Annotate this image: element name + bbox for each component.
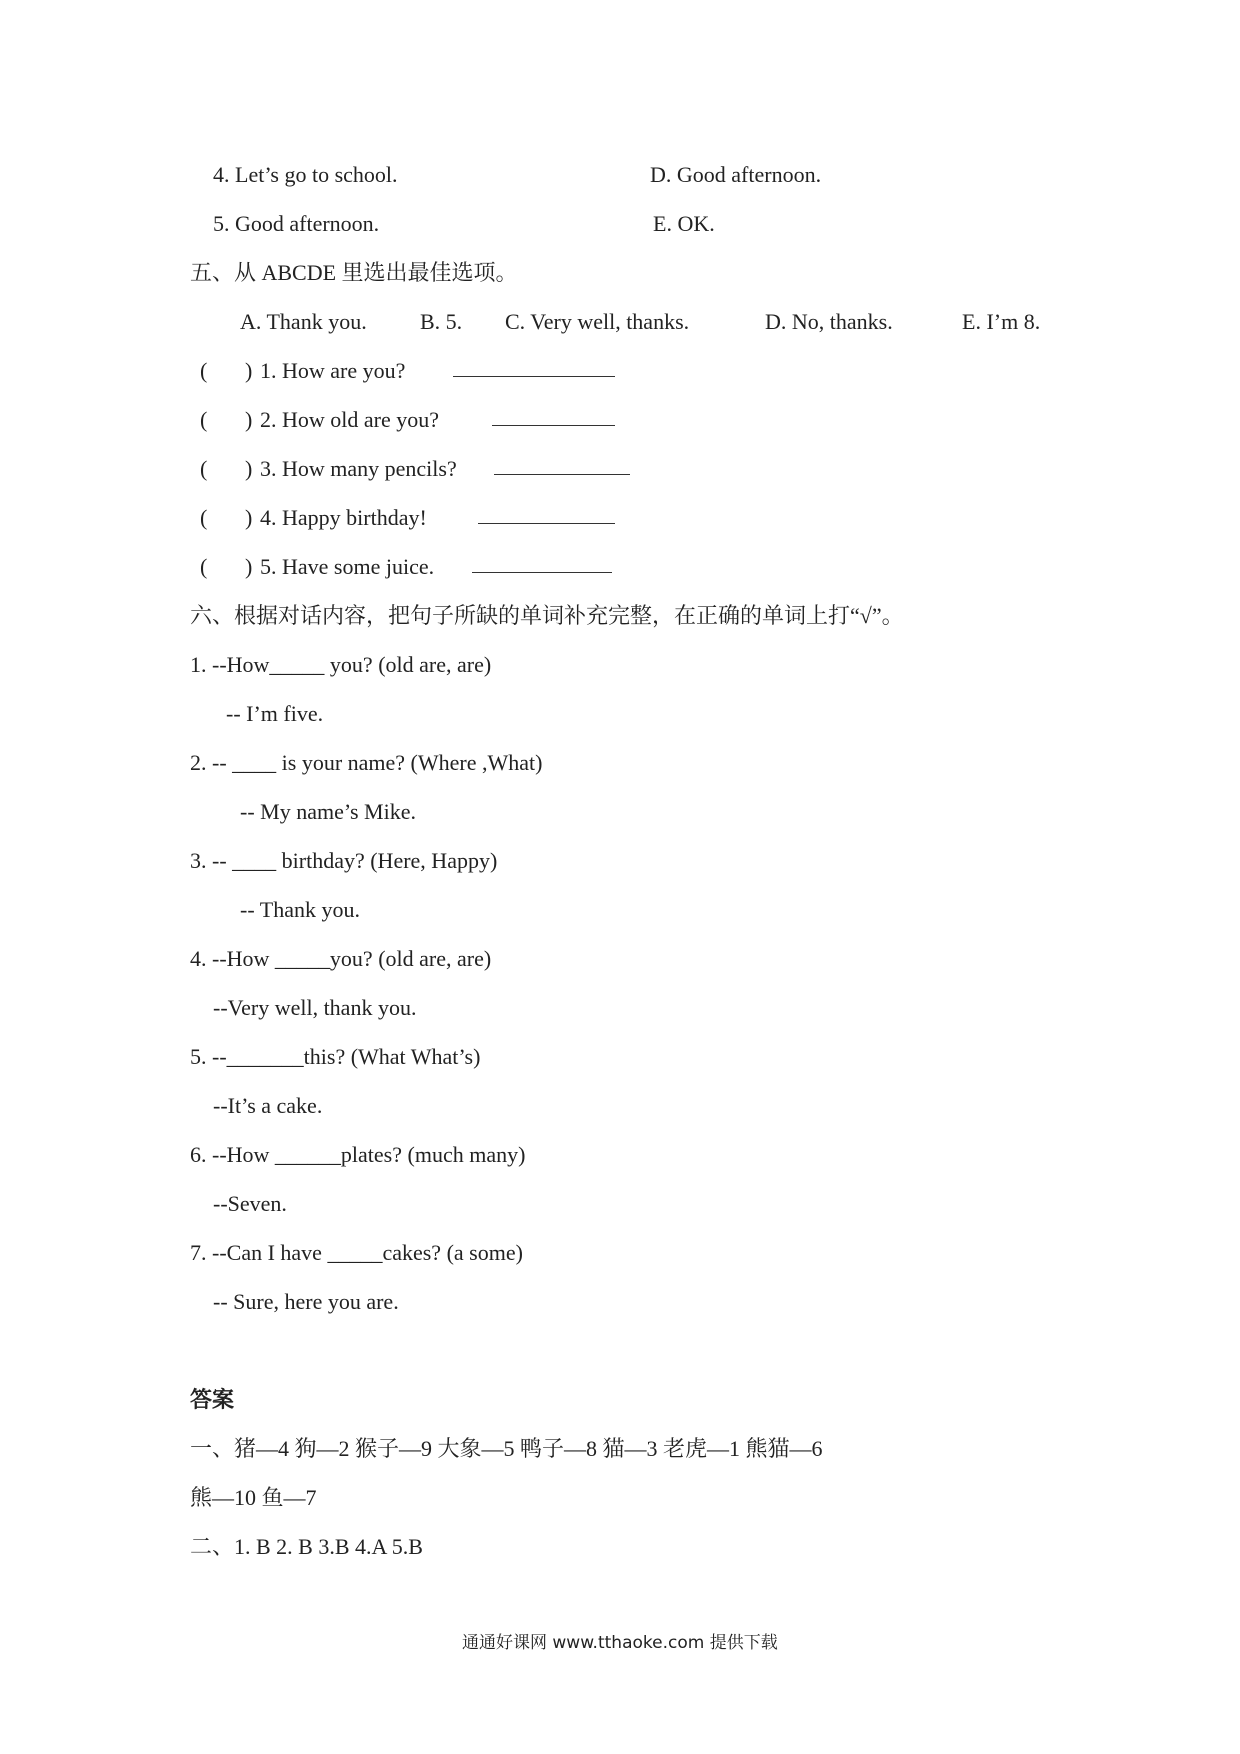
dialog-answer: --It’s a cake.: [213, 1093, 323, 1118]
dialog-answer: --Very well, thank you.: [213, 995, 417, 1020]
question-text: 1. How are you?: [260, 358, 406, 383]
dialog-question: 4. --How _____you? (old are, are): [190, 946, 492, 971]
option-d: D. No, thanks.: [765, 309, 893, 334]
dialog-question: 2. -- ____ is your name? (Where ,What): [190, 750, 543, 775]
option-c: C. Very well, thanks.: [505, 309, 690, 334]
dialog-question: 6. --How ______plates? (much many): [190, 1142, 526, 1167]
answers-line-2: 熊—10 鱼—7: [190, 1485, 317, 1510]
answer-blank[interactable]: [492, 405, 615, 426]
answer-blank[interactable]: [453, 356, 615, 377]
question-text: 4. Happy birthday!: [260, 505, 427, 530]
match-right-d: D. Good afternoon.: [650, 162, 822, 187]
option-e: E. I’m 8.: [962, 309, 1041, 334]
section6-heading: 六、根据对话内容，把句子所缺的单词补充完整，在正确的单词上打“√”。: [190, 603, 904, 628]
answers-line-3: 二、1. B 2. B 3.B 4.A 5.B: [190, 1534, 423, 1559]
match-left-4: 4. Let’s go to school.: [213, 162, 398, 187]
answers-line-1: 一、猪—4 狗—2 猴子—9 大象—5 鸭子—8 猫—3 老虎—1 熊猫—6: [190, 1436, 823, 1461]
question-text: 5. Have some juice.: [260, 554, 435, 579]
dialog-answer: --Seven.: [213, 1191, 287, 1216]
dialog-answer: -- Sure, here you are.: [213, 1289, 399, 1314]
answer-paren-close: ): [245, 505, 253, 530]
question-text: 3. How many pencils?: [260, 456, 457, 481]
answer-paren-open: (: [200, 554, 208, 579]
answer-paren-open: (: [200, 407, 208, 432]
answer-paren-open: (: [200, 358, 208, 383]
answer-blank[interactable]: [494, 454, 630, 475]
answer-paren-close: ): [245, 554, 253, 579]
match-right-e: E. OK.: [653, 211, 715, 236]
answers-heading: 答案: [190, 1387, 235, 1412]
page-footer: 通通好课网 www.tthaoke.com 提供下载: [462, 1633, 778, 1653]
question-text: 2. How old are you?: [260, 407, 440, 432]
answer-paren-open: (: [200, 505, 208, 530]
dialog-question: 5. --_______this? (What What’s): [190, 1044, 481, 1069]
dialog-question: 3. -- ____ birthday? (Here, Happy): [190, 848, 498, 873]
section5-heading: 五、从 ABCDE 里选出最佳选项。: [190, 260, 518, 285]
dialog-answer: -- Thank you.: [240, 897, 360, 922]
dialog-answer: -- I’m five.: [226, 701, 324, 726]
answer-paren-close: ): [245, 358, 253, 383]
answer-blank[interactable]: [478, 503, 615, 524]
answer-paren-close: ): [245, 407, 253, 432]
answer-paren-close: ): [245, 456, 253, 481]
match-left-5: 5. Good afternoon.: [213, 211, 380, 236]
option-a: A. Thank you.: [240, 309, 367, 334]
answer-blank[interactable]: [472, 552, 612, 573]
answer-paren-open: (: [200, 456, 208, 481]
option-b: B. 5.: [420, 309, 463, 334]
dialog-answer: -- My name’s Mike.: [240, 799, 416, 824]
dialog-question: 1. --How_____ you? (old are, are): [190, 652, 492, 677]
dialog-question: 7. --Can I have _____cakes? (a some): [190, 1240, 523, 1265]
